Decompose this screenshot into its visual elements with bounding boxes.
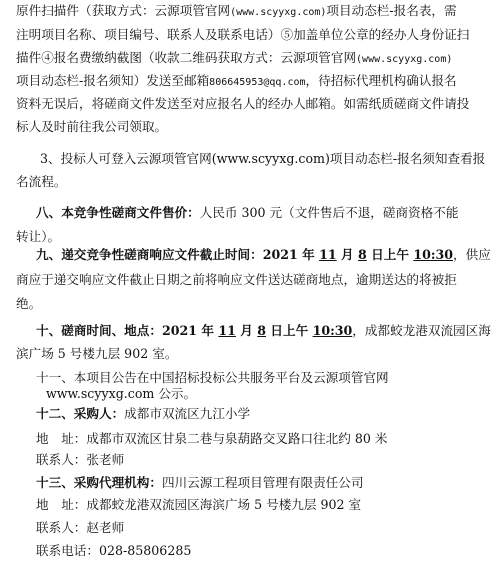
- deadline-year: 2021 年: [262, 247, 320, 262]
- para2-line2: [16, 26, 482, 44]
- text: 滨广场 5 号楼九层 902 室。: [16, 346, 178, 361]
- address-label: 地 址：: [36, 431, 87, 446]
- contact-value: 赵老师: [86, 520, 125, 535]
- address-label: 地 址：: [36, 497, 87, 512]
- section8-line1: [36, 204, 482, 222]
- text: ，成都蛟龙港双流园区海: [352, 323, 491, 338]
- para2-line1: [16, 2, 482, 22]
- text: 月: [336, 247, 359, 262]
- para2-line6: [16, 118, 482, 136]
- text: 十一、本项目公告在中国招标投标公共服务平台及云源项管官网: [36, 370, 389, 385]
- address-value: 成都市双流区甘泉二巷与泉葫路交叉路口往北约 80 米: [86, 431, 388, 446]
- text: 资料无误后，将磋商文件发送至对应报名人的经办人邮箱。如需纸质磋商文件请投: [16, 96, 470, 111]
- contact-label: 联系人：: [36, 520, 87, 535]
- section9-line3: [16, 295, 482, 313]
- meeting-year: 2021 年: [161, 323, 219, 338]
- text: 转让）。: [16, 229, 61, 244]
- text: 原件扫描件（获取方式：云源项管官网: [16, 3, 231, 18]
- section-heading: 九、递交竞争性磋商响应文件截止时间：: [36, 247, 263, 262]
- section9-line1: [36, 246, 491, 264]
- text: 注明项目名称、项目编号、联系人及联系电话）⑤加盖单位公章的经办人身份证扫: [16, 27, 470, 42]
- item3-line1: [40, 150, 486, 168]
- text: 项目动态栏-报名表，需: [326, 3, 457, 18]
- phone-value: 028-85806285: [98, 543, 192, 558]
- phone-label: 联系电话：: [36, 543, 99, 558]
- section13-address: [36, 496, 482, 514]
- address-value: 成都蛟龙港双流园区海滨广场 5 号楼九层 902 室: [86, 497, 362, 512]
- text: 名流程。: [16, 174, 67, 189]
- text: www.scyyxg.com 公示。: [46, 386, 197, 401]
- section13-contact: [36, 519, 482, 537]
- section-heading: 十二、采购人：: [36, 406, 125, 421]
- meeting-day: 8: [257, 323, 267, 338]
- contact-label: 联系人：: [36, 452, 87, 467]
- meeting-time: 10:30: [312, 323, 353, 338]
- deadline-day: 8: [358, 247, 367, 262]
- section-heading: 十三、采购代理机构：: [36, 475, 162, 490]
- text: 标人及时前往我公司领取。: [16, 119, 168, 134]
- text: 商应于递交响应文件截止日期之前将响应文件送达磋商地点，逾期送达的将被拒: [16, 272, 457, 287]
- text: 日上午: [266, 323, 313, 338]
- email-address: 806645953@qq.com: [209, 77, 306, 88]
- text: ，待招标代理机构确认报名: [305, 73, 457, 88]
- section8-line2: [16, 228, 482, 246]
- section13-phone: [36, 542, 482, 560]
- section9-line2: [16, 271, 482, 289]
- text: 人民币 300 元（文件售后不退，磋商资格不能: [199, 205, 459, 220]
- section11-line2: [46, 385, 482, 403]
- text: 绝。: [16, 296, 42, 311]
- text: 日上午: [366, 247, 414, 262]
- meeting-month: 11: [218, 323, 236, 338]
- purchaser-name: 成都市双流区九江小学: [124, 406, 251, 421]
- deadline-month: 11: [319, 247, 337, 262]
- text: 描件④报名费缴纳截图（收款二维码获取方式：云源项管官网: [16, 50, 357, 65]
- text: ，供应: [453, 247, 491, 262]
- section-heading: 八、本竞争性磋商文件售价：: [36, 205, 200, 220]
- section10-line1: [36, 322, 491, 340]
- section-heading: 十、磋商时间、地点：: [36, 323, 162, 338]
- text: 项目动态栏-报名须知）发送至邮箱: [16, 73, 210, 88]
- para2-line3: [16, 49, 482, 69]
- section12-line1: [36, 405, 482, 423]
- section12-address: [36, 430, 482, 448]
- text: 月: [235, 323, 258, 338]
- item3-line2: [16, 173, 482, 191]
- section13-line1: [36, 474, 482, 492]
- website-url: (www.scyyxg.com): [356, 54, 453, 65]
- section10-line2: [16, 345, 482, 363]
- agency-name: 四川云源工程项目管理有限责任公司: [161, 475, 364, 490]
- para2-line5: [16, 95, 482, 113]
- text: 3、投标人可登入云源项管官网(www.scyyxg.com)项目动态栏-报名须知查看报: [40, 151, 486, 166]
- para2-line4: [16, 72, 482, 92]
- contact-value: 张老师: [86, 452, 125, 467]
- section12-contact: [36, 451, 482, 469]
- deadline-time: 10:30: [413, 247, 454, 262]
- website-url: (www.scyyxg.com): [230, 7, 327, 18]
